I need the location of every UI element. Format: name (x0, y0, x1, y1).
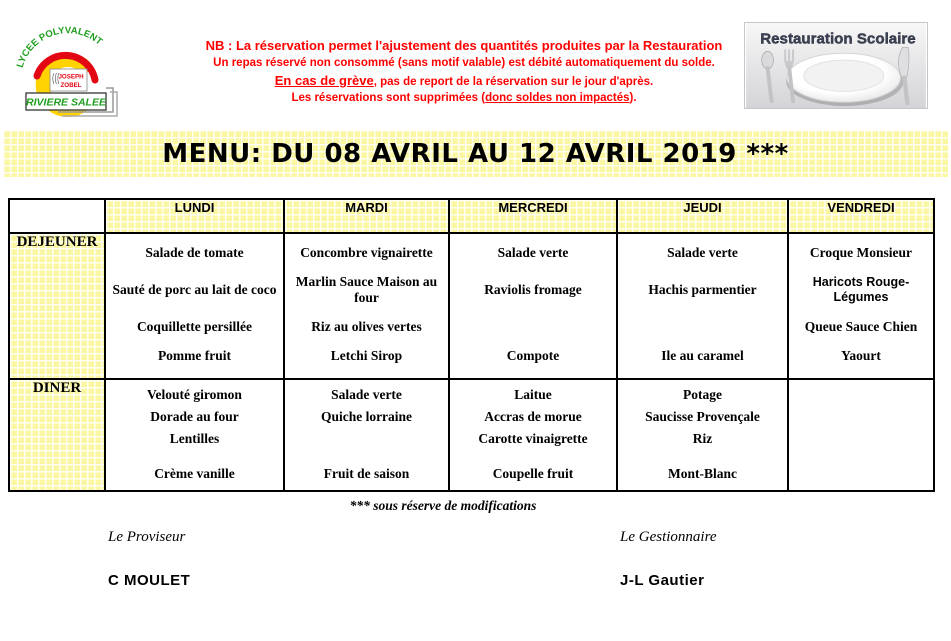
page-title: MENU: DU 08 AVRIL AU 12 AVRIL 2019 *** (162, 138, 789, 169)
menu-item (623, 314, 782, 340)
menu-item: Quiche lorraine (320, 408, 413, 424)
cell-dejeuner-vendredi (788, 233, 934, 379)
menu-item: Haricots Rouge-Légumes (812, 275, 910, 304)
plate-cutlery-icon (745, 23, 927, 108)
menu-item: Dorade au four (150, 408, 239, 424)
day-header-vendredi: VENDREDI (788, 199, 934, 233)
school-logo-icon (14, 26, 122, 118)
cell-diner-vendredi (788, 379, 934, 491)
signature-name-proviseur: C MOULET (108, 572, 191, 589)
menu-item: Saucisse Provençale (645, 408, 760, 424)
photo-caption: Restauration Scolaire (760, 30, 916, 48)
menu-item: Raviolis fromage (484, 281, 582, 297)
menu-item: Pomme fruit (157, 347, 232, 363)
menu-item: Sauté de porc au lait de coco (112, 281, 277, 297)
menu-item: Ile au caramel (661, 347, 744, 363)
menu-item: Letchi Sirop (330, 347, 403, 363)
menu-item: Laitue (514, 386, 552, 402)
day-header-jeudi: JEUDI (617, 199, 788, 233)
day-header-row (9, 199, 934, 233)
school-logo (14, 26, 122, 118)
notice-strike-warning: En cas de grève (274, 73, 374, 88)
notice-line-2: Un repas réservé non consommé (sans motif valable) est débité automatiquement du solde. (213, 57, 715, 69)
cell-diner-mercredi (449, 379, 617, 491)
notice-line-3-rest: , pas de report de la réservation sur le jour d'après. (373, 76, 654, 88)
menu-item: Concombre vignairette (300, 244, 433, 260)
menu-item: Marlin Sauce Maison au four (295, 273, 438, 305)
menu-item: Yaourt (841, 347, 881, 363)
day-header-mardi: MARDI (284, 199, 449, 233)
menu-item: Salade de tomate (145, 244, 244, 260)
day-header-lundi: LUNDI (105, 199, 284, 233)
cell-dejeuner-lundi (105, 233, 284, 379)
menu-item: Salade verte (331, 386, 402, 402)
logo-arc-text: LYCEE POLYVALENT (14, 26, 105, 69)
menu-item: Velouté giromon (147, 386, 242, 402)
row-label-diner: DINER (9, 379, 105, 491)
menu-item: Hachis parmentier (648, 281, 757, 297)
cell-dejeuner-mardi (284, 233, 449, 379)
logo-school-name-2: ZOBEL (60, 82, 82, 89)
table-corner-blank (9, 199, 105, 233)
notice-line-3 (183, 73, 745, 88)
menu-item: Salade verte (497, 244, 569, 260)
menu-table (8, 198, 935, 492)
menu-item: Carotte vinaigrette (478, 430, 588, 446)
row-label-dejeuner: DEJEUNER (9, 233, 105, 379)
cell-dejeuner-jeudi (617, 233, 788, 379)
menu-item: Riz (692, 430, 713, 446)
notice-line-4 (183, 92, 745, 104)
restauration-scolaire-photo (744, 22, 928, 109)
notice-line-4-post: ). (629, 92, 637, 104)
modifications-footnote: *** sous réserve de modifications (349, 498, 537, 513)
dejeuner-row (9, 233, 934, 379)
menu-item (794, 428, 928, 450)
day-header-mercredi: MERCREDI (449, 199, 617, 233)
signature-role-proviseur: Le Proviseur (108, 529, 186, 545)
menu-item: Potage (683, 386, 722, 402)
menu-item (794, 464, 928, 484)
signature-name-gestionnaire: J-L Gautier (620, 572, 705, 589)
menu-item (794, 406, 928, 428)
menu-item: Croque Monsieur (809, 244, 913, 260)
menu-item: Fruit de saison (323, 465, 410, 481)
reservation-notice (183, 38, 745, 104)
menu-item: Accras de morue (484, 408, 582, 424)
menu-title-banner (3, 130, 948, 177)
notice-line-1: NB : La réservation permet l'ajustement des quantités produites par la Restauration (205, 38, 723, 53)
cell-dejeuner-mercredi (449, 233, 617, 379)
menu-item (455, 314, 611, 340)
notice-line-4-pre: Les réservations sont supprimées ( (291, 92, 486, 104)
menu-item: Salade verte (667, 244, 738, 260)
cell-diner-jeudi (617, 379, 788, 491)
logo-school-name-1: JOSEPH (58, 73, 84, 81)
menu-item: Lentilles (169, 430, 220, 446)
menu-item (290, 428, 443, 450)
menu-item: Coupelle fruit (492, 465, 574, 481)
signature-role-gestionnaire: Le Gestionnaire (620, 529, 717, 545)
plate-inner (804, 60, 884, 91)
menu-item (794, 384, 928, 406)
menu-item: Mont-Blanc (668, 465, 737, 481)
menu-item: Compote (506, 347, 560, 363)
menu-item: Queue Sauce Chien (804, 318, 918, 334)
menu-item: Coquillette persillée (136, 318, 253, 334)
menu-item: Crème vanille (154, 465, 235, 481)
notice-balance-note: donc soldes non impactés (485, 92, 630, 104)
diner-row (9, 379, 934, 491)
logo-town-text: RIVIERE SALEE (26, 96, 106, 109)
cell-diner-lundi (105, 379, 284, 491)
cell-diner-mardi (284, 379, 449, 491)
menu-item: Riz au olives vertes (311, 318, 422, 334)
